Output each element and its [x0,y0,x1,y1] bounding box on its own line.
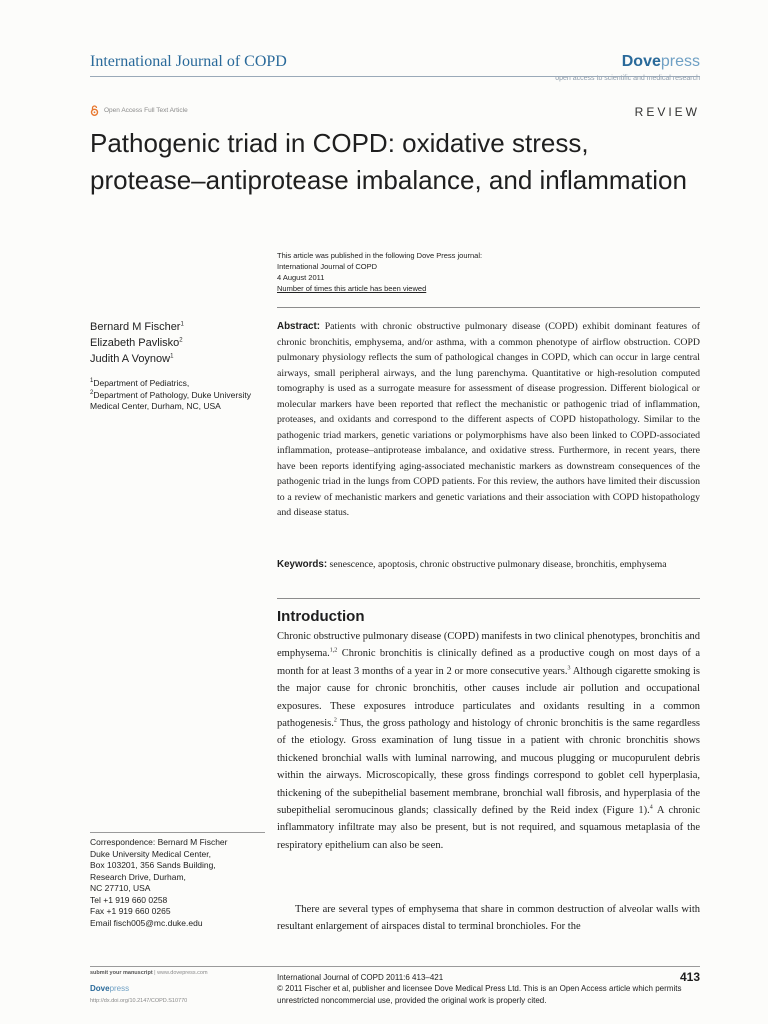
citation-ref[interactable]: 1,2 [329,647,338,654]
correspondence [90,837,270,929]
author-list [90,319,184,367]
open-access-label: Open Access Full Text Article [104,106,188,114]
dovepress-brand [555,53,700,71]
journal-citation: International Journal of COPD 2011:6 413–421 [277,973,444,982]
pub-info-line: This article was published in the following Dove Press journal: [277,251,483,260]
brand-dove: Dove [621,53,661,70]
correspondence-line: Box 103201, 356 Sands Building, [90,860,216,870]
affiliations [90,378,265,413]
abstract-divider [277,598,700,599]
correspondence-email[interactable]: Email fisch005@mc.duke.edu [90,917,203,928]
open-access-badge [90,104,188,116]
citation-ref[interactable]: 3 [567,665,571,672]
brand-press: press [660,53,700,70]
abstract-label: Abstract: [277,321,321,332]
correspondence-divider [90,832,265,833]
footer-divider [90,966,700,967]
article-type: REVIEW [634,105,700,119]
doi-link[interactable]: http://dx.doi.org/10.2147/COPD.S10770 [90,998,188,1004]
paragraph: There are several types of emphysema that share in common destruction of alveolar walls with resultant enlargement of airspaces distal to terminal bronchioles. For the [277,904,700,933]
affiliation: $^2$Department of Pathology, Duke University Medical Center, Durham, NC, USA [90,389,251,411]
correspondence-line: Correspondence: Bernard M Fischer [90,837,228,847]
abstract-text: Patients with chronic obstructive pulmonary disease (COPD) exhibit dominant features of chronic bronchitis, emphysema, and/or asthma, with a common phenotype of airflow obstruction. COPD pulmonary physiology reflects the sum of pathological changes in COPD, which can occur in large central airways, small peripheral airways, and the lung parenchyma. Quantitative or high-resolution computed tomography is used as a surrogate measure for assessment of disease progression. Different biological or molecular markers have been reported that reflect the mechanistic or pathogenic triad of inflammation, proteases, and oxidants and correspond to the different aspects of COPD histopathology. Similar to the pathogenic triad markers, genetic variations or polymorphisms have also been linked to COPD-associated inflammation, protease–antiprotease imbalance, and oxidative stress. Furthermore, in recent years, there have been reports identifying aging-associated mechanistic markers as downstream consequences of the pathogenic triad in the lungs from COPD patients. For this review, the authors have limited their discussion to a review of mechanistic markers and genetic variations and their association with COPD histopathology and disease status. [277,321,700,518]
journal-name: International Journal of COPD [90,53,287,70]
affiliation: $^1$Department of Pediatrics, [90,378,190,388]
submit-manuscript-link[interactable]: submit your manuscript | www.dovepress.com [90,970,208,976]
publisher-logo [555,53,700,82]
keywords [277,557,700,573]
keywords-text: senescence, apoptosis, chronic obstructive pulmonary disease, bronchitis, emphysema [329,559,667,570]
pub-info-journal: International Journal of COPD [277,262,378,271]
header-divider [90,76,700,77]
publication-info [277,250,482,294]
article-title: Pathogenic triad in COPD: oxidative stress, protease–antiprotease imbalance, and inflammation [90,128,687,195]
views-link[interactable]: Number of times this article has been viewed [277,284,427,293]
author: Bernard M Fischer$^1$ [90,321,184,333]
correspondence-line: Research Drive, Durham, [90,871,186,882]
author: Elizabeth Pavlisko$^2$ [90,337,183,349]
abstract [277,319,700,521]
pub-info-date: 4 August 2011 [277,273,325,282]
section-heading: Introduction [277,608,365,625]
citation-ref[interactable]: 4 [649,804,653,811]
paragraph: Chronic obstructive pulmonary disease (COPD) manifests in two clinical phenotypes, bronchitis and emphysema.$^{1,2}$ Chronic bronchitis is clinically defined as a productive cough on most days of a month for at least 3 months of a year in 2 or more consecutive years.$^3$ Although cigarette smoking is the major cause for chronic bronchitis, other causes include air pollution and occupational exposures. These exposures introduce particulates and oxidants resulting in a common pathogenesis.$^2$ Thus, the gross pathology and histology of chronic bronchitis is the same regardless of the etiology. Gross examination of lung tissue in a patient with chronic bronchitis shows thickened bronchial walls with luminal narrowing, and mucous plugging or mucopurulent debris within the airways. Microscopically, these gross findings correspond to goblet cell hyperplasia, thickening of the subepithelial basement membrane, bronchial wall fibrosis, and hyperplasia of the subepithelial seromucinous glands; classically defined by the Reid index (Figure 1).$^4$ A chronic inflammatory infiltrate may also be present, but is not required, and squamous metaplasia of the respiratory epithelium can also be seen. [277,631,701,851]
pub-info-divider [277,307,700,308]
footer-logo: Dovepress [90,984,130,993]
keywords-label: Keywords: [277,559,328,570]
correspondence-line: NC 27710, USA [90,883,151,893]
publisher-tagline: open access to scientific and medical research [555,75,700,82]
page-number: 413 [679,970,700,984]
citation-ref[interactable]: 2 [333,717,337,724]
correspondence-phone: Tel +1 919 660 0258 [90,894,168,905]
correspondence-line: Duke University Medical Center, [90,848,211,859]
license-notice: © 2011 Fischer et al, publisher and licensee Dove Medical Press Ltd. This is an Open Access article which permits unrestricted noncommercial use, provided the original work is properly cited. [277,984,682,1005]
correspondence-fax: Fax +1 919 660 0265 [90,906,171,916]
author: Judith A Voynow$^1$ [90,353,174,365]
open-access-lock-icon [90,105,99,116]
